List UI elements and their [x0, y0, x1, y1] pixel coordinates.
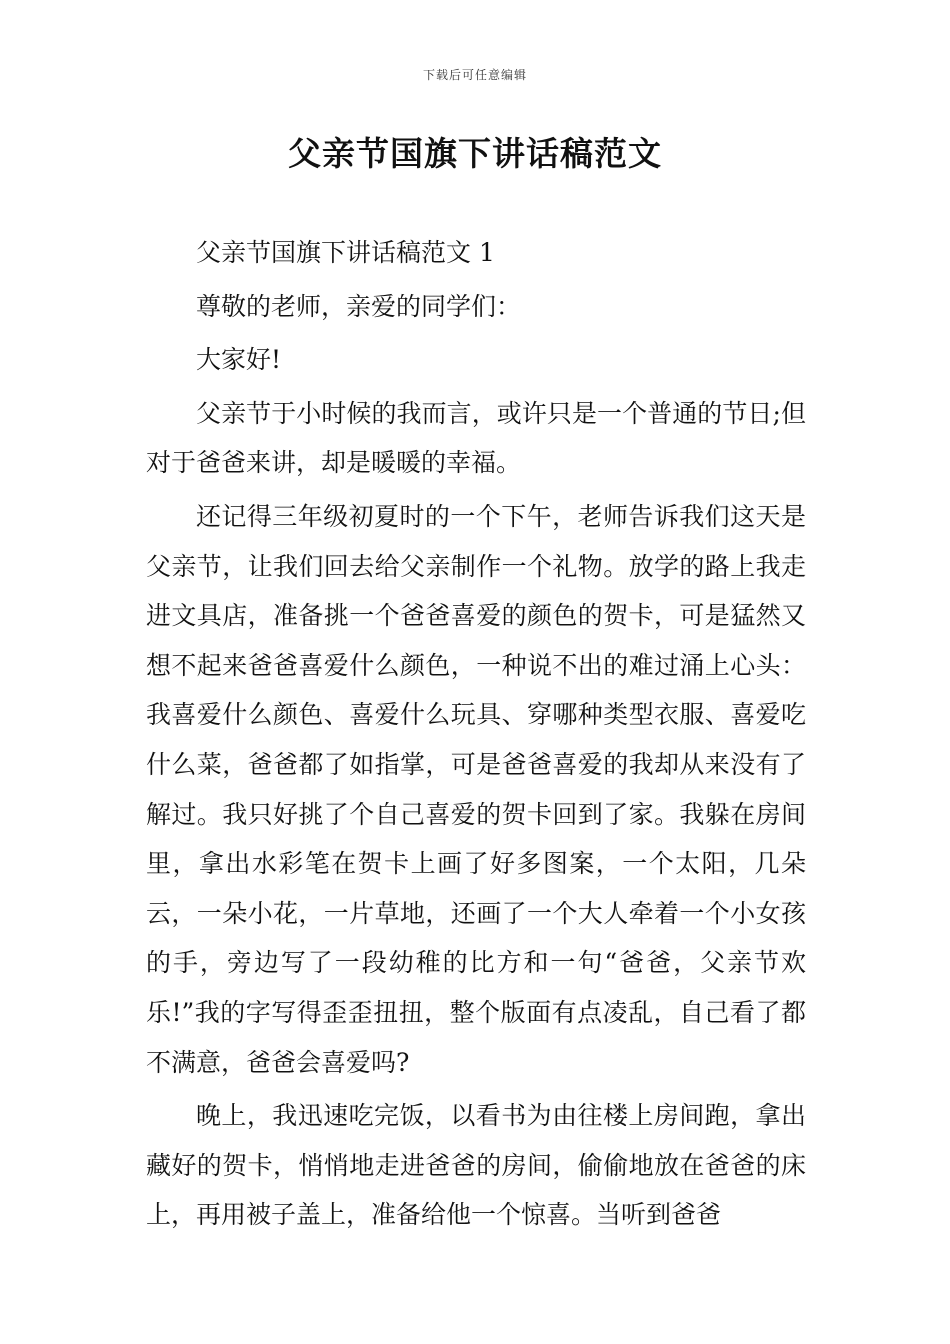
paragraph-evening: 晚上，我迅速吃完饭，以看书为由往楼上房间跑，拿出藏好的贺卡，悄悄地走进爸爸的房间，偷偷地放在爸爸的床上，再用被子盖上，准备给他一个惊喜。当听到爸爸 [146, 1101, 806, 1230]
document-title: 父亲节国旗下讲话稿范文 [288, 134, 662, 173]
paragraph-intro: 父亲节于小时候的我而言，或许只是一个普通的节日;但对于爸爸来讲，却是暖暖的幸福。 [146, 398, 806, 478]
document-body [146, 228, 806, 1244]
paragraph-salutation: 尊敬的老师，亲爱的同学们： [196, 291, 522, 321]
paragraph-greeting: 大家好! [196, 345, 282, 375]
paragraph-subtitle: 父亲节国旗下讲话稿范文 1 [196, 238, 495, 267]
paragraph-memory: 还记得三年级初夏时的一个下午，老师告诉我们这天是父亲节，让我们回去给父亲制作一个礼物。放学的路上我走进文具店，准备挑一个爸爸喜爱的颜色的贺卡，可是猛然又想不起来爸爸喜爱什么颜色，一种说不出的难过涌上心头：我喜爱什么颜色、喜爱什么玩具、穿哪种类型衣服、喜爱吃什么菜，爸爸都了如指掌，可是爸爸喜爱的我却从来没有了解过。我只好挑了个自己喜爱的贺卡回到了家。我躲在房间里，拿出水彩笔在贺卡上画了好多图案，一个太阳，几朵云，一朵小花，一片草地，还画了一个大人牵着一个小女孩的手，旁边写了一段幼稚的比方和一句“爸爸，父亲节欢乐!”我的字写得歪歪扭扭，整个版面有点凌乱，自己看了都不满意，爸爸会喜爱吗? [146, 501, 806, 1077]
header-note: 下载后可任意编辑 [422, 68, 527, 82]
